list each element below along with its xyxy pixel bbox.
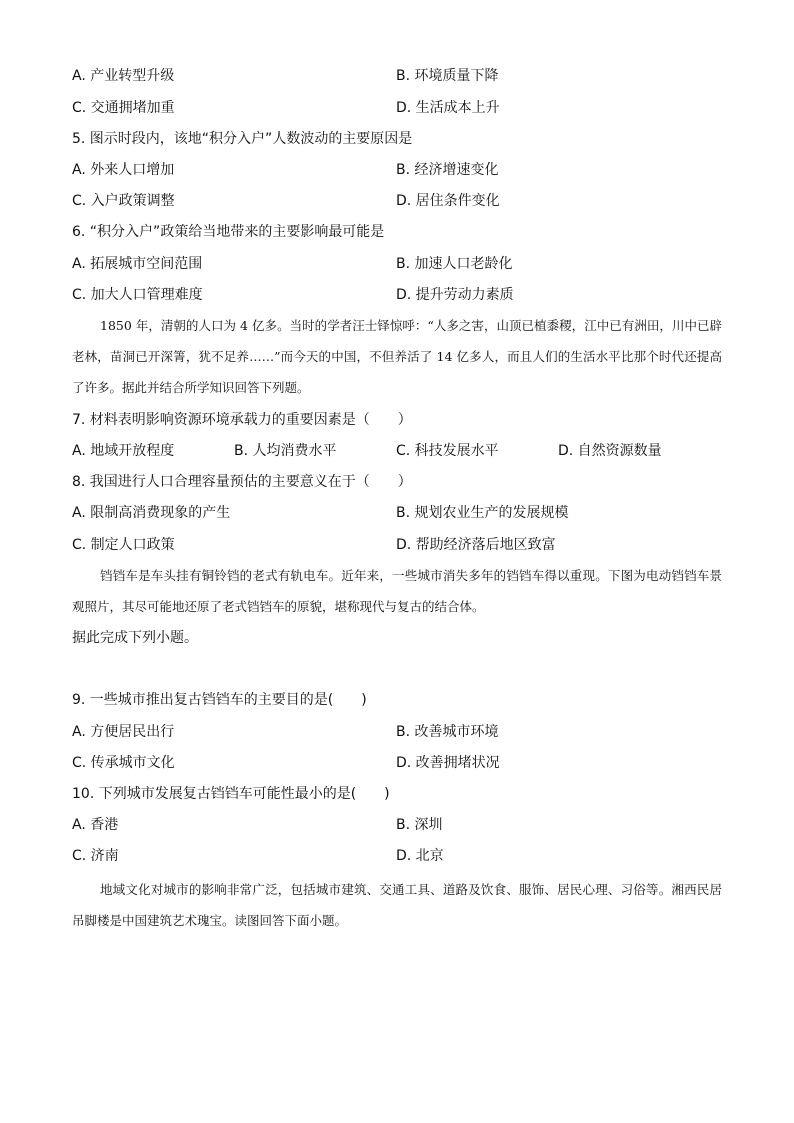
q9-option-d: D. 改善拥堵状况 xyxy=(396,755,500,771)
q8-stem: 8. 我国进行人口合理容量预估的主要意义在于（ ） xyxy=(72,474,412,490)
q6-option-c: C. 加大人口管理难度 xyxy=(72,287,203,303)
passage-dangdang-tram: 铛铛车是车头挂有铜铃铛的老式有轨电车。近年来，一些城市消失多年的铛铛车得以重现。下图为电动铛铛车景观照片，其尽可能地还原了老式铛铛车的原貌，堪称现代与复古的结合体。 xyxy=(72,568,722,614)
q6-option-b: B. 加速人口老龄化 xyxy=(396,256,513,272)
q8-option-d: D. 帮助经济落后地区致富 xyxy=(396,537,556,553)
q10-option-d: D. 北京 xyxy=(396,848,444,864)
q7-option-d: D. 自然资源数量 xyxy=(558,443,662,459)
q7-option-a: A. 地域开放程度 xyxy=(72,443,175,459)
passage-regional-culture: 地域文化对城市的影响非常广泛，包括城市建筑、交通工具、道路及饮食、服饰、居民心理、习俗等。湘西民居吊脚楼是中国建筑艺术瑰宝。读图回答下面小题。 xyxy=(72,882,722,928)
q8-option-b: B. 规划农业生产的发展规模 xyxy=(396,505,569,521)
q5-option-c: C. 入户政策调整 xyxy=(72,193,175,209)
q4-option-b: B. 环境质量下降 xyxy=(396,68,499,84)
passage-2-instruction: 据此完成下列小题。 xyxy=(72,630,198,646)
q10-option-c: C. 济南 xyxy=(72,848,119,864)
q6-option-a: A. 拓展城市空间范围 xyxy=(72,256,203,272)
q9-option-c: C. 传承城市文化 xyxy=(72,755,175,771)
q5-option-d: D. 居住条件变化 xyxy=(396,193,500,209)
q9-option-a: A. 方便居民出行 xyxy=(72,724,175,740)
q7-option-b: B. 人均消费水平 xyxy=(234,443,337,459)
q5-option-b: B. 经济增速变化 xyxy=(396,162,499,178)
q5-stem: 5. 图示时段内，该地“积分入户”人数波动的主要原因是 xyxy=(72,131,413,147)
q9-option-b: B. 改善城市环境 xyxy=(396,724,499,740)
q10-option-b: B. 深圳 xyxy=(396,817,443,833)
q4-option-c: C. 交通拥堵加重 xyxy=(72,100,175,116)
passage-population-1850: 1850 年，清朝的人口为 4 亿多。当时的学者汪士铎惊呼：“人多之害，山顶已植黍稷，江中已有洲田，川中已辟老林，苗洞已开深箐，犹不足养……”而今天的中国，不但养活了 14 亿多人，而且人们的生活水平比那个时代还提高了许多。据此并结合所学知识回答下列题。 xyxy=(72,318,722,395)
q10-option-a: A. 香港 xyxy=(72,817,119,833)
q8-option-c: C. 制定人口政策 xyxy=(72,537,175,553)
q10-stem: 10. 下列城市发展复古铛铛车可能性最小的是( ) xyxy=(72,786,390,802)
q7-stem: 7. 材料表明影响资源环境承载力的重要因素是（ ） xyxy=(72,412,412,428)
q7-option-c: C. 科技发展水平 xyxy=(396,443,499,459)
q6-stem: 6. “积分入户”政策给当地带来的主要影响最可能是 xyxy=(72,224,385,240)
q5-option-a: A. 外来人口增加 xyxy=(72,162,175,178)
q4-option-a: A. 产业转型升级 xyxy=(72,68,175,84)
q4-option-d: D. 生活成本上升 xyxy=(396,100,500,116)
q9-stem: 9. 一些城市推出复古铛铛车的主要目的是( ) xyxy=(72,692,367,708)
q6-option-d: D. 提升劳动力素质 xyxy=(396,287,514,303)
q8-option-a: A. 限制高消费现象的产生 xyxy=(72,505,231,521)
